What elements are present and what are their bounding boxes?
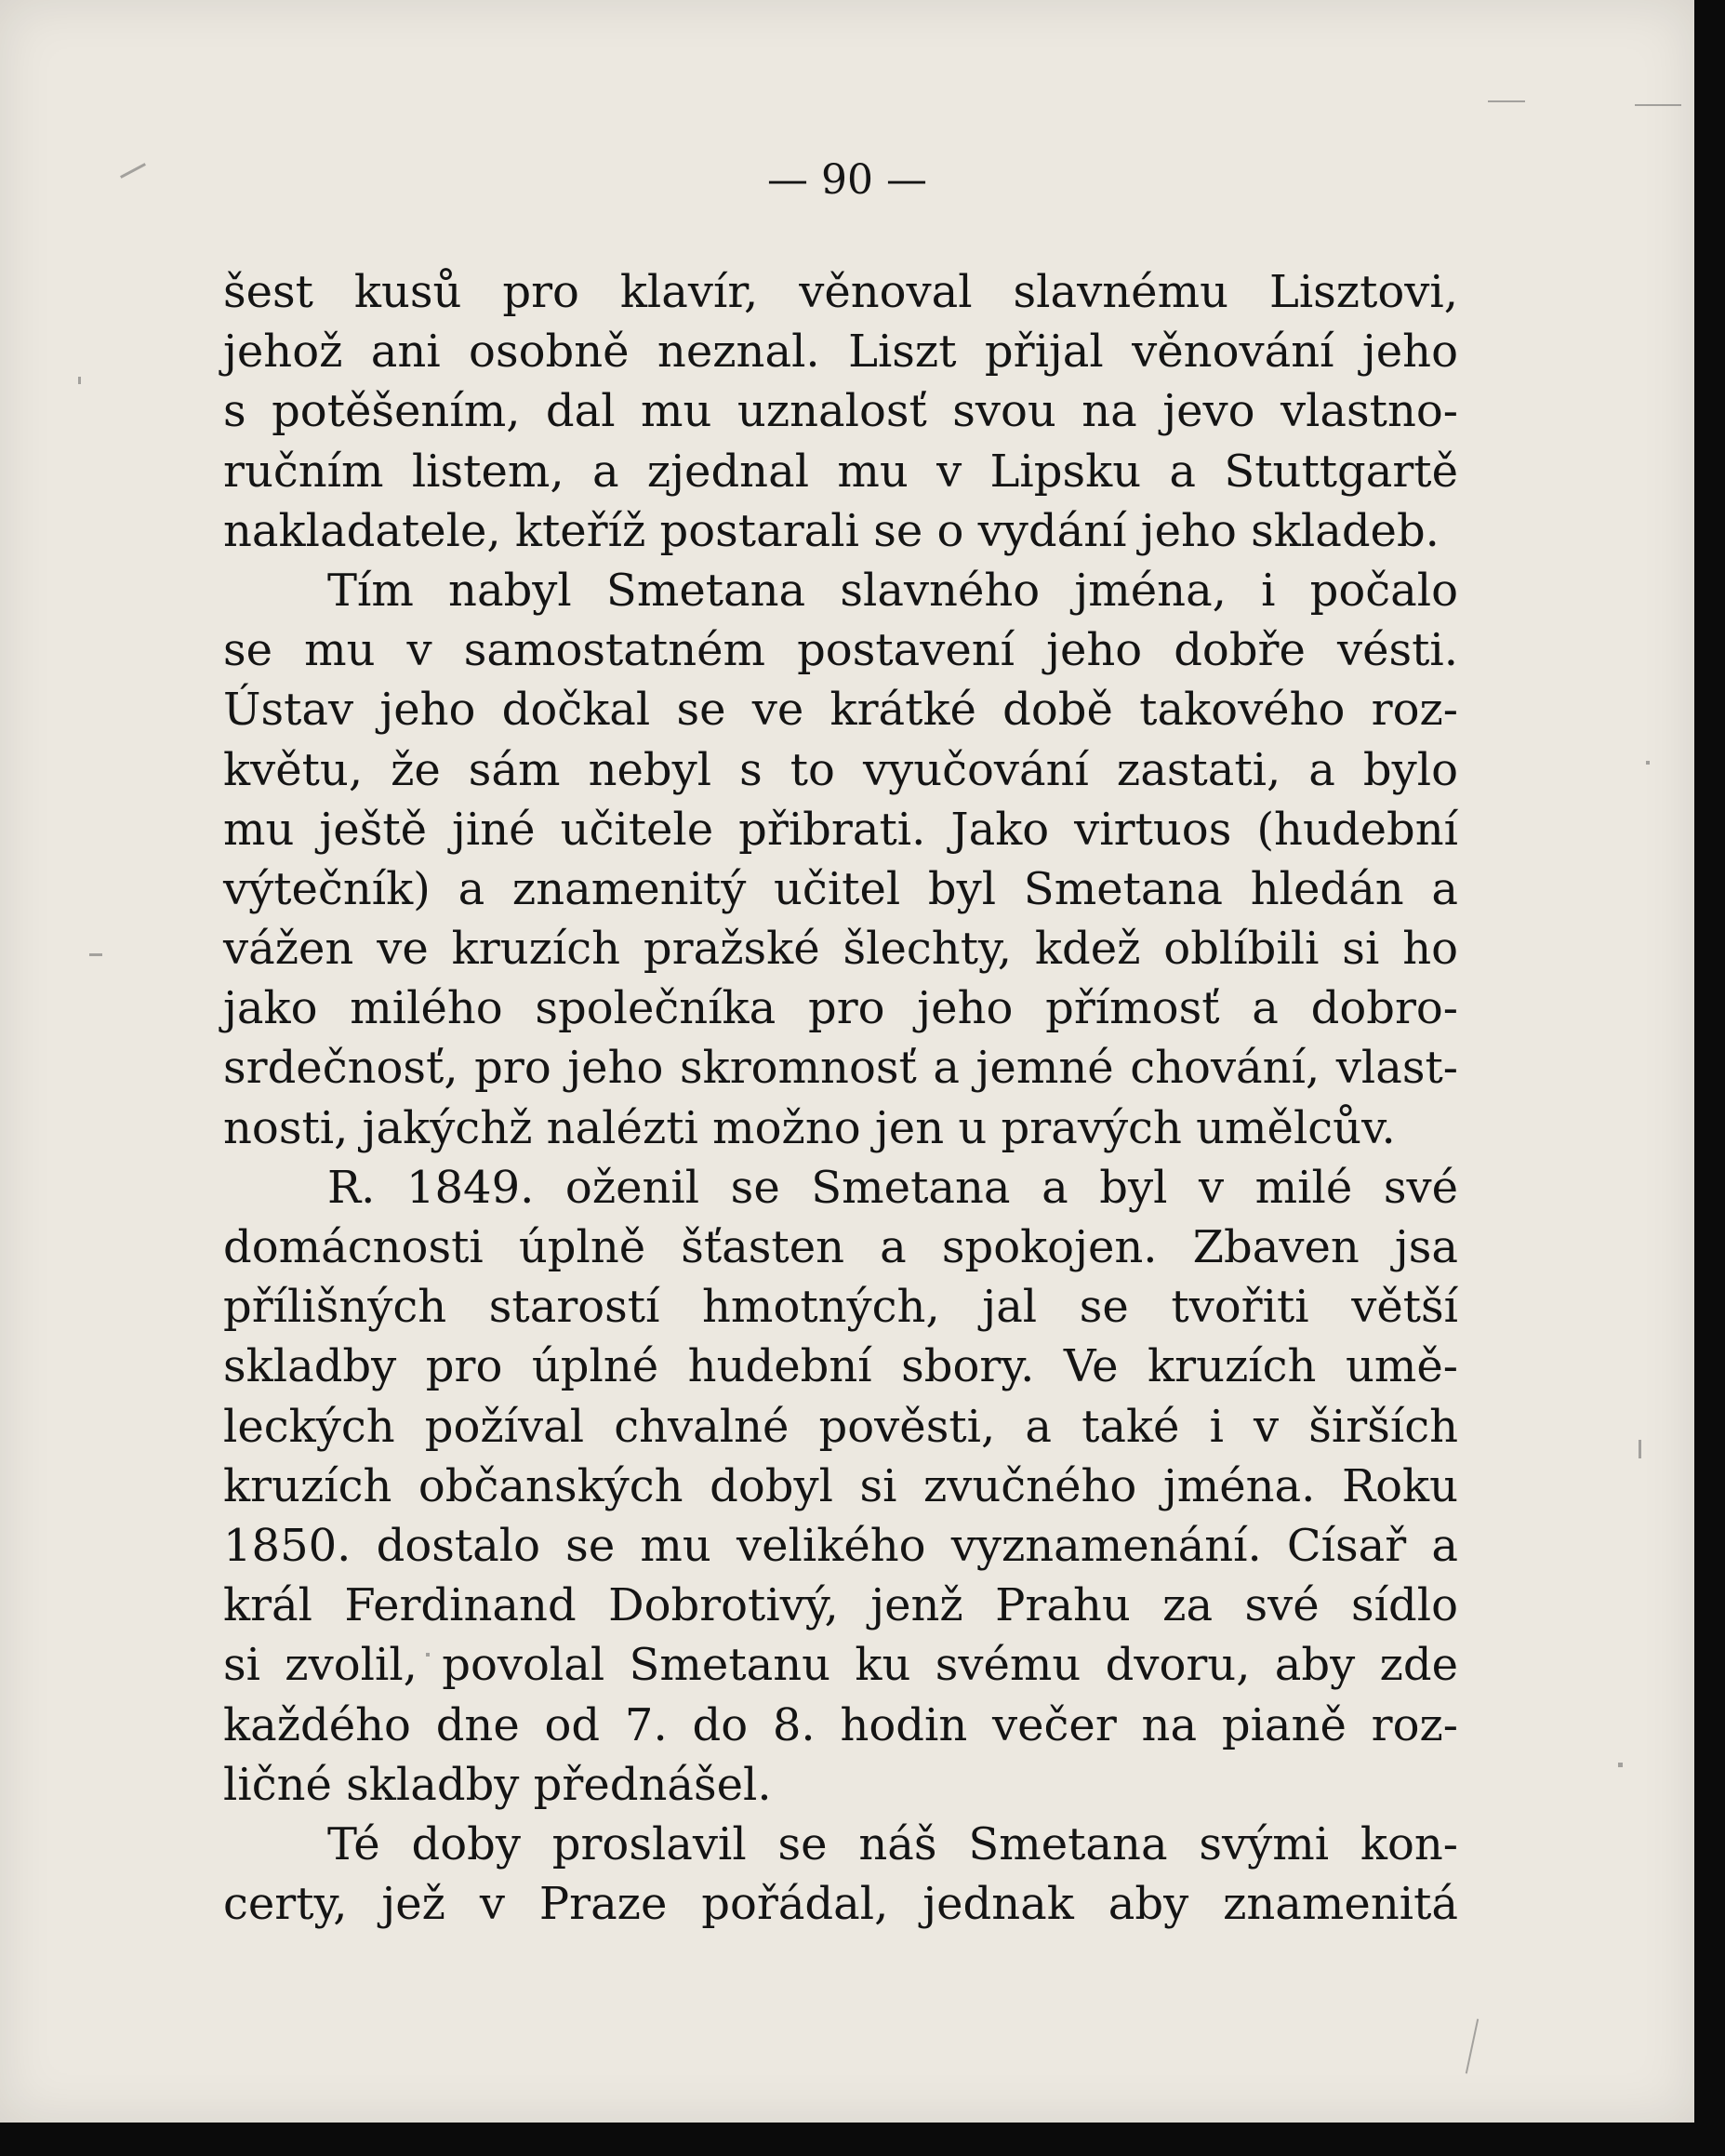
text-line: leckých požíval chvalné pověsti, a také i v širších	[223, 1400, 1458, 1453]
text-line: mu ještě jiné učitele přibrati. Jako virtuos (hudební	[223, 803, 1458, 856]
scan-edge-bottom	[0, 2123, 1725, 2156]
text-line: kruzích občanských dobyl si zvučného jména. Roku	[223, 1459, 1458, 1512]
text-line: jako milého společníka pro jeho přímosť a dobro-	[223, 982, 1458, 1035]
text-line: certy, jež v Praze pořádal, jednak aby znamenitá	[223, 1878, 1458, 1931]
text-line: skladby pro úplné hudební sbory. Ve kruzích umě-	[223, 1340, 1458, 1393]
paragraph-first-line: R. 1849. oženil se Smetana a byl v milé své	[327, 1161, 1458, 1214]
body-text	[223, 262, 1458, 1934]
text-line: 1850. dostalo se mu velikého vyznamenání. Císař a	[223, 1519, 1458, 1572]
text-line: se mu v samostatném postavení jeho dobře vésti.	[223, 624, 1458, 677]
page-number: — 90 —	[767, 156, 927, 204]
text-line: s potěšením, dal mu uznalosť svou na jevo vlastno-	[223, 385, 1458, 438]
text-line: výtečník) a znamenitý učitel byl Smetana hledán a	[223, 862, 1458, 915]
text-line: každého dne od 7. do 8. hodin večer na pianě roz-	[223, 1698, 1458, 1751]
text-line: ručním listem, a zjednal mu v Lipsku a Stuttgartě	[223, 445, 1458, 498]
text-line: nakladatele, kteříž postarali se o vydání jeho skladeb.	[223, 504, 1440, 557]
text-line: král Ferdinand Dobrotivý, jenž Prahu za své sídlo	[223, 1579, 1458, 1632]
text-line: květu, že sám nebyl s to vyučování zastati, a bylo	[223, 743, 1458, 796]
text-line: ličné skladby přednášel.	[223, 1758, 772, 1811]
text-line: přílišných starostí hmotných, jal se tvořiti větší	[223, 1281, 1458, 1334]
text-line: jehož ani osobně neznal. Liszt přijal věnování jeho	[223, 326, 1458, 379]
paragraph-first-line: Tím nabyl Smetana slavného jména, i počalo	[327, 564, 1458, 617]
text-line: Ústav jeho dočkal se ve krátké době takového roz-	[223, 684, 1458, 737]
text-line: nosti, jakýchž nalézti možno jen u pravých umělcův.	[223, 1101, 1396, 1154]
paragraph-first-line: Té doby proslavil se náš Smetana svými kon-	[327, 1817, 1458, 1870]
text-line: si zvolil, povolal Smetanu ku svému dvoru, aby zde	[223, 1639, 1458, 1692]
text-line: šest kusů pro klavír, věnoval slavnému Lisztovi,	[223, 266, 1458, 318]
scan-edge-right	[1694, 0, 1725, 2156]
text-line: vážen ve kruzích pražské šlechty, kdež oblíbili si ho	[223, 923, 1458, 976]
text-line: domácnosti úplně šťasten a spokojen. Zbaven jsa	[223, 1221, 1458, 1273]
text-line: srdečnosť, pro jeho skromnosť a jemné chování, vlast-	[223, 1042, 1458, 1095]
